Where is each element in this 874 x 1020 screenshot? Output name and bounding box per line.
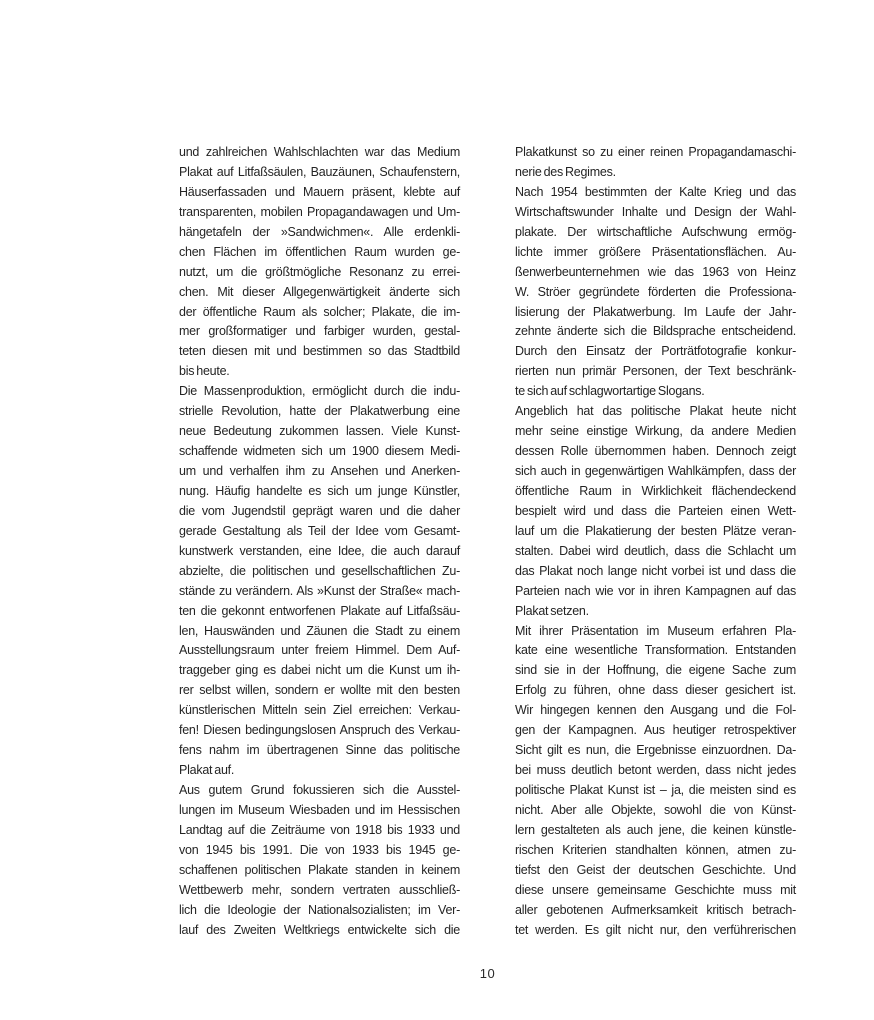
paragraph [515,402,796,621]
text-line: stalten. Dabei wird deutlich, dass die Schlacht um [515,543,796,558]
text-line: Plakat auf Litfaßsäulen, Bauzäunen, Schaufenstern, [179,164,460,179]
text-line: gerade Gestaltung als Teil der Idee vom Gesamt- [179,523,460,538]
text-line: ßenwerbeunternehmen wie das 1963 von Heinz [515,264,796,279]
text-line: künstlerischen Mitteln sein Ziel erreichen: Verkau- [179,703,460,718]
text-column-right [515,143,796,941]
text-line: W. Ströer gegründete förderten die Professiona- [515,284,796,299]
paragraph [515,143,796,183]
paragraph [179,143,460,382]
body-text [179,143,796,941]
text-line: rierten nun primär Personen, der Text beschränk- [515,364,796,379]
text-line: chen Flächen im öffentlichen Raum wurden ge- [179,244,460,259]
text-line: Angeblich hat das politische Plakat heute nicht [515,404,796,419]
text-line: traggeber ging es dabei nicht um die Kunst um ih- [179,663,460,678]
text-line: lauf des Zweiten Weltkriegs entwickelte sich die [179,922,460,937]
text-line: der öffentliche Raum als solcher; Plakate, die im- [179,304,460,319]
text-line: teten diesen mit und bestimmen so das Stadtbild [179,344,460,359]
text-line: Nach 1954 bestimmten der Kalte Krieg und das [515,184,796,199]
text-line: hängetafeln der »Sandwichmen«. Alle erdenkli- [179,224,460,239]
text-line: fens nahm im übertragenen Sinne das politische [179,743,460,758]
text-line: Durch den Einsatz der Porträtfotografie konkur- [515,344,796,359]
text-line: Wettbewerb mehr, sondern vertraten ausschließ- [179,882,460,897]
text-line: mer großformatiger und farbiger wurden, gestal- [179,324,460,339]
text-line: lisierung der Plakatwerbung. Im Laufe der Jahr- [515,304,796,319]
text-line: politische Plakat Kunst ist – ja, die meisten sind es [515,783,796,797]
text-line: nutzt, um die größtmögliche Resonanz zu errei- [179,264,460,279]
text-line: bei muss deutlich betont werden, dass nicht jedes [515,763,796,778]
text-line: nung. Häufig handelte es sich um junge Künstler, [179,483,460,498]
text-line: bespielt wird und dass die Parteien einen Wett- [515,503,796,518]
page-number: 10 [479,966,496,981]
text-line: rischen Kriterien standhalten können, atmen zu- [515,842,796,857]
text-line: Erfolg zu führen, ohne dass dieser gesichert ist. [515,683,796,698]
text-line: rer selbst willen, sondern er wollte mit den besten [179,683,460,698]
text-line: Parteien nach wie vor in ihren Kampagnen auf das [515,583,796,598]
text-line: Häuserfassaden und Mauern präsent, klebte auf [179,184,460,199]
text-column-left [179,143,460,941]
paragraph [179,382,460,781]
text-line: Die Massenproduktion, ermöglicht durch die indu- [179,384,460,399]
text-line: neue Bedeutung zukommen lassen. Viele Kunst- [179,424,460,439]
text-line: Aus gutem Grund fokussieren sich die Ausstel- [179,783,460,797]
text-line: lich die Ideologie der Nationalsozialisten; im Ver- [179,902,460,917]
text-line: Plakat auf. [179,763,235,778]
text-line: aller gebotenen Aufmerksamkeit kritisch betrach- [515,902,796,917]
text-line: len, Hauswänden und Zäunen die Stadt zu einem [179,623,460,638]
text-line: gen der Kampagnen. Aus heutiger retrospektiver [515,723,796,738]
text-line: fen! Diesen bedingungslosen Anspruch des Verkau- [179,723,460,738]
text-line: te sich auf schlagwortartige Slogans. [515,384,705,399]
text-line: dessen Rolle übernommen haben. Dennoch zeigt [515,444,796,459]
paragraph [179,781,460,941]
text-line: schaffende widmeten sich um 1900 diesem Medi- [179,444,460,459]
text-line: nicht. Aber alle Objekte, sowohl die von Künst- [515,802,796,817]
text-line: kate eine wesentliche Transformation. Entstanden [515,643,796,658]
text-line: öffentliche Raum in Wirklichkeit flächendeckend [515,483,796,498]
text-line: kunstwerk verstanden, eine Idee, die auch darauf [179,543,460,558]
text-line: plakate. Der wirtschaftliche Aufschwung ermög- [515,224,796,239]
text-line: und zahlreichen Wahlschlachten war das Medium [179,145,460,159]
text-line: schaffenen politischen Plakate standen in keinem [179,862,460,877]
text-line: lauf um die Plakatierung der besten Plätze veran- [515,523,796,538]
text-line: diese unsere gemeinsame Geschichte muss mit [515,882,796,897]
text-line: lungen im Museum Wiesbaden und im Hessischen [179,802,460,817]
text-line: nerie des Regimes. [515,164,616,179]
text-line: abzielte, die politischen und gesellschaftlichen Zu- [179,563,460,578]
text-line: das Plakat noch lange nicht vorbei ist und dass die [515,563,796,578]
text-line: mehr seine einstige Wirkung, da andere Medien [515,424,796,439]
text-line: ten die gekonnt entworfenen Plakate auf Litfaßsäu- [179,603,460,618]
text-line: um und verhalfen ihm zu Ansehen und Anerken- [179,464,460,478]
paragraph [515,622,796,941]
text-line: sich auch in gegenwärtigen Wahlkämpfen, dass der [515,464,796,478]
text-line: sind sie in der Hoffnung, die eigene Sache zum [515,663,796,678]
text-line: von 1945 bis 1991. Die von 1933 bis 1945 ge- [179,842,460,857]
text-line: zehnte änderte sich die Bildsprache entscheidend. [515,324,796,339]
text-line: lichte immer größere Präsentationsflächen. Au- [515,244,796,259]
paragraph [515,183,796,402]
text-line: chen. Mit dieser Allgegenwärtigkeit änderte sich [179,284,460,299]
text-line: Ausstellungsraum unter freiem Himmel. Dem Auf- [179,643,460,658]
text-line: tiefst den Geist der deutschen Geschichte. Und [515,862,796,877]
text-line: tet werden. Es gilt nicht nur, den verführerischen [515,922,796,937]
text-line: strielle Revolution, hatte der Plakatwerbung eine [179,404,460,419]
text-line: Plakatkunst so zu einer reinen Propagandamaschi- [515,145,796,159]
text-line: Landtag auf die Zeiträume von 1918 bis 1933 und [179,822,460,837]
text-line: Plakat setzen. [515,603,589,618]
text-line: lern gestalteten als auch jene, die keinen künstle- [515,822,796,837]
text-line: bis heute. [179,364,230,379]
page-footer [179,964,796,984]
text-line: transparenten, mobilen Propagandawagen und Um- [179,204,460,219]
text-line: die vom Jugendstil geprägt waren und die daher [179,503,460,518]
text-line: Wirtschaftswunder Inhalte und Design der Wahl- [515,204,796,219]
text-line: Wir hingegen kennen den Ausgang und die Fol- [515,703,796,718]
text-line: Mit ihrer Präsentation im Museum erfahren Pla- [515,623,796,638]
text-line: Sicht gilt es nun, die Ergebnisse einzuordnen. Da- [515,743,796,758]
text-line: stände zu verändern. Als »Kunst der Straße« mach- [179,583,460,598]
